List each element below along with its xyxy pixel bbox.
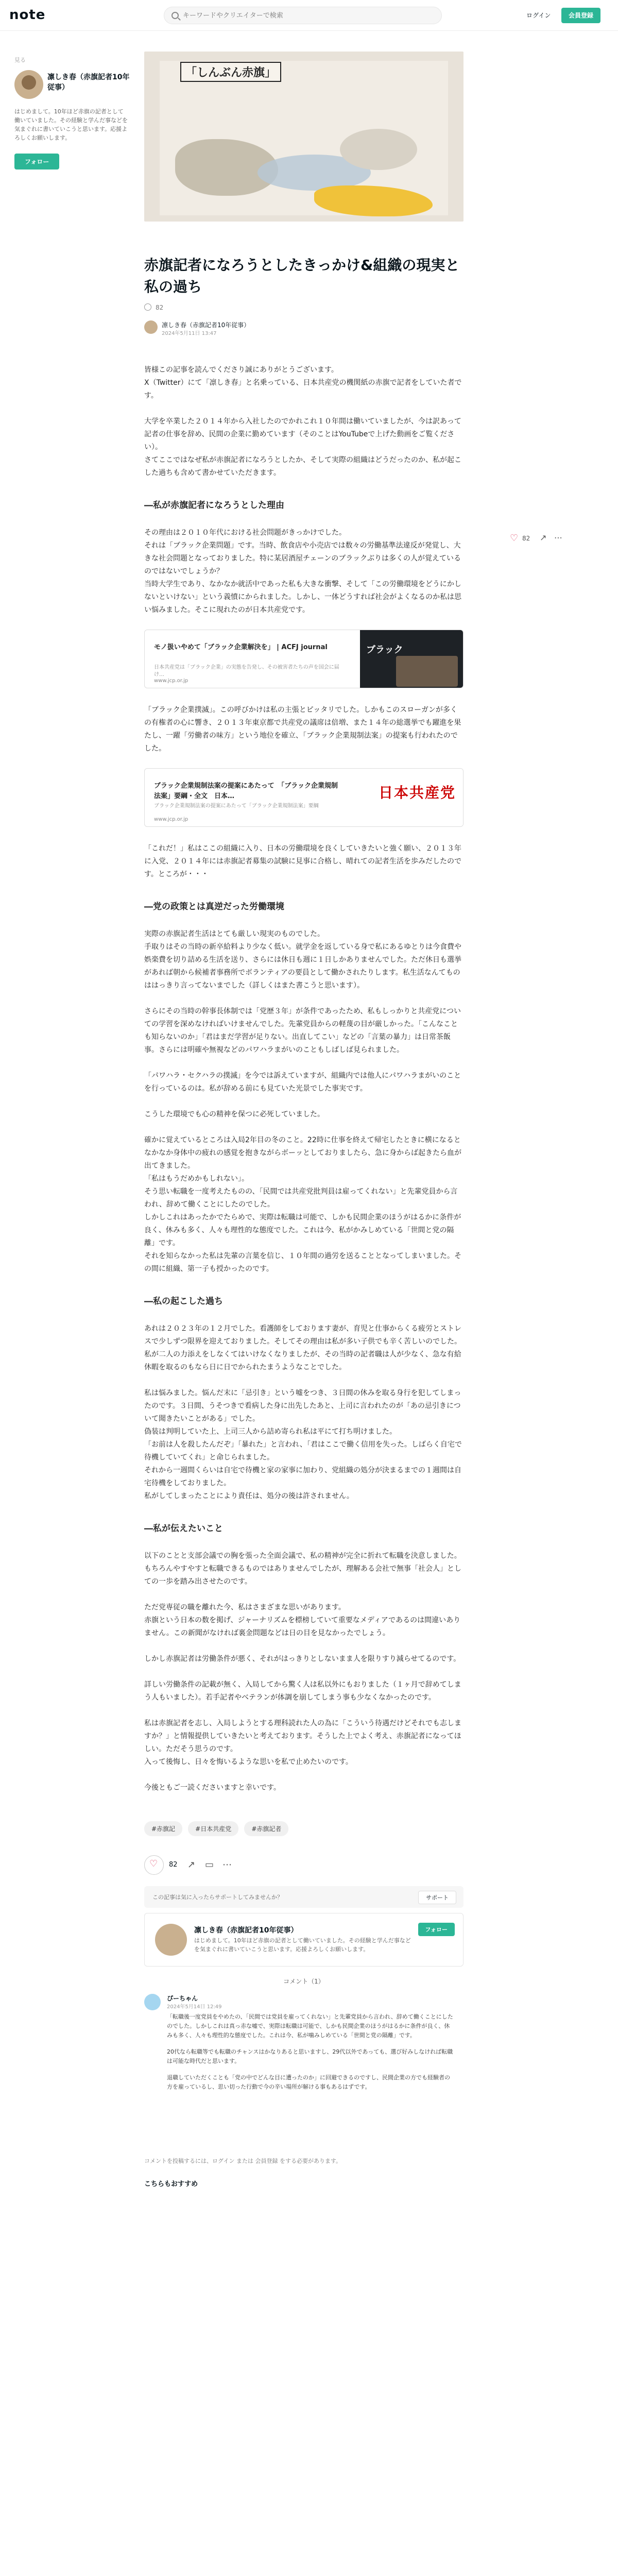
- avatar[interactable]: [144, 1994, 161, 2010]
- section-heading: ―私が赤旗記者になろうとした理由: [144, 500, 284, 511]
- support-box: [144, 1886, 464, 1908]
- link-card[interactable]: [144, 630, 464, 688]
- hero-tag: 「しんぶん赤旗」: [180, 62, 281, 82]
- link-card-thumbnail[interactable]: [360, 769, 463, 827]
- tag[interactable]: #日本共産党: [188, 1821, 238, 1836]
- like-count: 82: [156, 304, 164, 311]
- tag[interactable]: #赤旗記: [144, 1821, 182, 1836]
- comment-date: 2024年5月14日 12:49: [167, 2004, 222, 2010]
- section-work: [144, 928, 464, 1276]
- link-card-domain: www.jcp.or.jp: [154, 678, 188, 684]
- author-card-bio: はじめまして。10年ほど赤旗の記者として働いていました。その経験と学んだ事などを気まぐれに書いていこうと思います。応援よろしくお願いします。: [194, 1937, 411, 1953]
- author-card-name[interactable]: 凛しき春（赤旗記者10年従事）: [194, 1926, 298, 1935]
- paragraph: こうした環境でも心の精神を保つに必死していました。: [144, 1110, 324, 1118]
- section-heading: ―私の起こした過ち: [144, 1296, 223, 1307]
- like-row: [144, 302, 464, 313]
- link-card-title[interactable]: ブラック企業規制法案の提案にあたって 「ブラック企業規制法案」要綱・全文 日本…: [154, 782, 338, 800]
- search-icon: [171, 12, 179, 19]
- paragraph: しかし赤旗記者は労働条件が悪く、それがはっきりとしないまま人を限りすり減らせてるのです。: [144, 1655, 461, 1663]
- paragraph: 詳しい労働条件の記載が無く、入局してから驚く人は私以外にもおりました（１ヶ月で辞めてしまう人もいました）。若手記者やベテランが体調を崩してしまう事も少なくなかったのです。: [144, 1681, 461, 1702]
- article-body: [144, 364, 464, 1794]
- paragraph: その理由は２０１０年代における社会問題がきっかけでした。 それは「ブラック企業問題」です。当時、飲食店や小売店では数々の労働基準法違反が発覚し、大きな社会問題となっておりました。特に某居酒屋チェーンのブラックぶりは多くの人が覚えているのではないでしょうか？ 当時大学生であり、なかなか就活中であった私も大きな衝撃、そして「この労働環境をどうにかしないといけない」という義憤にかられました。しかし、一体どうすれば社会がよくなるのか私は思い悩みました。そこに現れたのが日本共産党です。: [144, 529, 461, 614]
- section-heading: ―党の政策とは真逆だった労働環境: [144, 902, 284, 912]
- paragraph: 大学を卒業した２０１４年から入社したのでかれこれ１０年間は働いていましたが、今は訳あって記者の仕事を辞め、民間の企業に勤めています（そのことはYouTubeで上げた動画をご覧ください）。 さてここではなぜ私が赤旗記者になろうとしたか、そして実際の組織はどうだったのか、私が起こした過ちも含めて書かせていただきます。: [144, 417, 461, 477]
- comment-item: [144, 1994, 464, 2154]
- link-card-thumbnail[interactable]: [360, 630, 463, 688]
- paragraph: あれは２０２３年の１２月でした。看護師をしております妻が、育児と仕事からくる疲労とストレスで少しずつ限界を迎えておりました。そしてその理由は私が多い子供でも辛く苦しいのでした。 私が二人の力添えをしなくてはいけなくなりましたが、その当時の記者職は人が少なく、急な有給休暇を取るのもなら日に日でかられたまうようなことでした。: [144, 1325, 461, 1371]
- paragraph: ただ党専従の職を離れた今、私はさまざまな思いがあります。 赤旗という日本の数を掲げ、ジャーナリズムを標榜していて重要なメディアであるのは間違いありません。この新聞がなければ裏金問題などは日の目を見なかったでしょう。: [144, 1603, 461, 1637]
- paragraph: 退職していただくことも「党の中でどんな目に遭ったのか」に回避できるのですし、民間企業の方でも経験者の方を雇っているし、思い切った行動で今の辛い場所が解ける事もあるはずです。: [167, 2074, 450, 2090]
- paragraph: 以下のことと支部会議での胸を張った全面会議で、私の精神が完全に折れて転職を決意しました。もちろんやすやすと転職できるものではありませんでしたが、理解ある会社で無事「社会人」としての一歩を踏み出させたのです。: [144, 1552, 461, 1586]
- login-note: コメントを投稿するには、ログイン または 会員登録 をする必要があります。: [144, 2158, 342, 2164]
- signup-button[interactable]: 会員登録: [561, 8, 600, 23]
- jcp-logo: 日本共産党: [379, 784, 456, 801]
- author-card: [144, 1913, 464, 1967]
- link-card[interactable]: [144, 768, 464, 827]
- paragraph: 「ブラック企業撲滅」。この呼びかけは私の主張とピッタリでした。しかもこのスローガンが多くの有権者の心に響き、２０１３年東京都で共産党の議席は倍増、また１４年の総選挙でも躍進を果たし、一躍「労働者の味方」という地位を確立、「ブラック企業規制法案」の提案も行われたのでした。: [144, 706, 461, 753]
- share-icon[interactable]: ↗: [540, 533, 547, 543]
- link-card-desc: ブラック企業規制法案の提案にあたって「ブラック企業規制法案」要綱: [154, 803, 319, 809]
- paragraph: 「転職後一度党員をやめたの、「民間では党員を雇ってくれない」と先輩党員から言われ、辞めて働くことにしたのでした。しかしこれは真っ赤な嘘で、実際は転職は可能で、しかも民間企業のほうがはるかに条件が良く、休みも多く、人々も理性的な態度でした。これは今、私が噛みしめている「世間と党の隔離」です。: [167, 2013, 453, 2039]
- tag-list: [144, 1821, 464, 1837]
- paragraph: 皆様この記事を読んでくださり誠にありがとうございます。 X（Twitter）にて「凛しき春」と名乗っている、日本共産党の機関紙の赤旗で記者をしていた者です。: [144, 366, 462, 400]
- paragraph: 私は赤旗記者を志し、入局しようとする理科読れた人の為に「こういう待遇だけどそれでも志しますか？」と情報提供していきたいと考えております。そうした上でよく考え、赤旗記者になってほしい。ただそう思うのです。 入って後悔し、日々を悔いるような思いを私で止めたいのです。: [144, 1719, 461, 1766]
- comment-count[interactable]: コメント（1）: [283, 1978, 324, 1985]
- section-heading: ―私が伝えたいこと: [144, 1523, 223, 1534]
- thumb-text: ブラック: [366, 645, 403, 655]
- section-message: [144, 1550, 464, 1794]
- sidebar-follow-button[interactable]: フォロー: [14, 154, 59, 170]
- support-button[interactable]: サポート: [418, 1891, 456, 1904]
- paragraph: 今後ともご一読くださいますと幸いです。: [144, 1784, 281, 1792]
- article: [144, 52, 464, 2188]
- paragraph: 「これだ！」私はここの組織に入り、日本の労働環境を良くしていきたいと強く願い、２０１３年に入党、２０１４年には赤旗記者募集の試験に見事に合格し、晴れての記者生活を歩みだしたのです。ところが・・・: [144, 844, 461, 878]
- note-logo[interactable]: note: [9, 7, 46, 23]
- share-icon[interactable]: ↗: [187, 1859, 196, 1870]
- support-text: この記事は気に入ったらサポートしてみませんか？: [152, 1894, 283, 1901]
- comment-author[interactable]: ぴーちゃん: [167, 1995, 198, 2002]
- avatar[interactable]: [144, 320, 158, 334]
- sidebar-handle: 見る: [14, 57, 26, 63]
- hero-image: [144, 52, 464, 222]
- paragraph: 「パワハラ・セクハラの撲滅」を今では訴えていますが、組織内では他人にパワハラまがいのことを行っているのは。私が辞める前にも見ていた光景でした事実です。: [144, 1072, 461, 1093]
- heart-icon[interactable]: ♡: [510, 533, 519, 544]
- floating-like-count: 82: [522, 535, 530, 542]
- like-count: 82: [169, 1861, 178, 1869]
- more-icon[interactable]: ⋯: [222, 1859, 232, 1870]
- sidebar-author-name[interactable]: 凛しき春（赤旗記者10年従事）: [47, 73, 130, 92]
- heart-icon[interactable]: [144, 303, 151, 311]
- author-row[interactable]: [144, 318, 464, 339]
- top-header: [0, 0, 618, 31]
- section-reason-2: [144, 704, 464, 755]
- search-box[interactable]: [164, 7, 442, 24]
- link-card-domain: www.jcp.or.jp: [154, 817, 188, 822]
- publish-date: 2024年5月11日 13:47: [162, 331, 217, 336]
- recommend-heading: こちらもおすすめ: [144, 2180, 198, 2188]
- link-card-title[interactable]: モノ扱いやめて「ブラック企業解決を」 | ACFJ journal: [154, 643, 328, 651]
- paragraph: 20代なら転職等でも転職のチャンスはかなりあると思いますし、29代以外であっても、選び好みしなければ転職は可能な時代だと思います。: [167, 2048, 453, 2064]
- article-title: 赤旗記者になろうとしたきっかけ&組織の現実と私の過ち: [144, 257, 460, 295]
- section-reason-3: [144, 842, 464, 881]
- sidebar-bio: はじめまして。10年ほど赤旗の記者として働いていました。その経験と学んだ事などを気まぐれに書いていこうと思います。応援よろしくお願いします。: [14, 108, 128, 141]
- paragraph: 私は悩みました。悩んだ末に「忌引き」という嘘をつき、３日間の休みを取る身行を犯してしまったのです。３日間、うそつきで看病した身に出先したあと、上司に言われたのが「あの忌引きについて聞きたいことがある」でした。 偽装は判明していた上、上司三人から詰め寄られ私は平にて打ち明けました。 「お前は人を殺したんだぞ」「暴れた」と言われ、「君はここで働く信用を失った。しばらく自宅で待機していてくれ」と命じられました。 それから一週間くらいは自宅で待機と家の家事に加わり、党組織の処分が決まるまでの１週間は自宅待機をしておりました。 私がしてしまったことにより責任は、処分の後は許されません。: [144, 1389, 462, 1500]
- article-actions: [144, 1855, 464, 1876]
- sidebar: [14, 56, 133, 170]
- like-button[interactable]: [144, 1855, 164, 1875]
- search-input[interactable]: [183, 10, 430, 21]
- sidebar-user[interactable]: [14, 69, 133, 104]
- author-card-follow-button[interactable]: フォロー: [418, 1923, 455, 1936]
- paragraph: さらにその当時の幹事長体制では「党歴３年」が条件であったため、私もしっかりと共産党についての学習を深めなければいけませんでした。先輩党員からの軽蔑の目が厳しかった。「こんなことも知らないのか」「君はまだ学習が足りない。出直してこい」などの「言葉の暴力」は日常茶飯事。さらには明確や無視などのパワハラまがいのこともしばしば見られました。: [144, 1007, 461, 1054]
- paragraph: 確かに覚えているところは入局2年目の冬のこと。22時に仕事を終えて帰宅したときに横になるとなかなか身体中の疲れの感覚を抱きながらボーッとしておりましたら、急に身からば起きたら血が出てきました。 「私はもうだめかもしれない」。 そう思い転職を一度考えたものの、「民間では共産党批判員は雇ってくれない」と先輩党員から言われ、辞めて働くことにしたのでした。 しかしこれはあったかでたらめで、実際は転職は可能で、しかも民間企業のほうがはるかに条件が良く、休みも多く、人々も理性的な態度でした。これは今、私がかみしめている「世間と党の隔離」です。 それを知らなかった私は先輩の言葉を信じ、１０年間の過労を送ることとなってしまいました。その間に組織、第一子も授かったのです。: [144, 1136, 461, 1273]
- more-icon[interactable]: ⋯: [554, 533, 562, 543]
- section-reason: [144, 527, 464, 617]
- tag[interactable]: #赤旗記者: [244, 1821, 288, 1836]
- comment-icon[interactable]: ▭: [205, 1859, 214, 1870]
- login-button[interactable]: ログイン: [526, 12, 551, 19]
- section-mistake: [144, 1323, 464, 1503]
- avatar[interactable]: [14, 70, 43, 99]
- avatar[interactable]: [155, 1924, 187, 1956]
- link-card-desc: 日本共産党は「ブラック企業」の実態を告発し、その被害者たちの声を国会に届け…: [154, 665, 339, 677]
- comment-text: [167, 2012, 455, 2099]
- section-intro: [144, 364, 464, 480]
- author-name[interactable]: 凛しき春（赤旗記者10年従事）: [162, 321, 250, 329]
- paragraph: 実際の赤旗記者生活はとても厳しい現実のものでした。 手取りはその当時の新卒給料より少なく低い。就学金を返している身で私にあるゆとりは今食費や娯楽費を切り詰める生活を送り、さらには休日も週に１日しかありませんでした。ただ休日も選挙があれば朝から候補者事務所でボランティアの要員として働かされたりします。私生活なんてものははっきり言ってないまでした（詳しくはまた書こうと思います）。: [144, 930, 461, 990]
